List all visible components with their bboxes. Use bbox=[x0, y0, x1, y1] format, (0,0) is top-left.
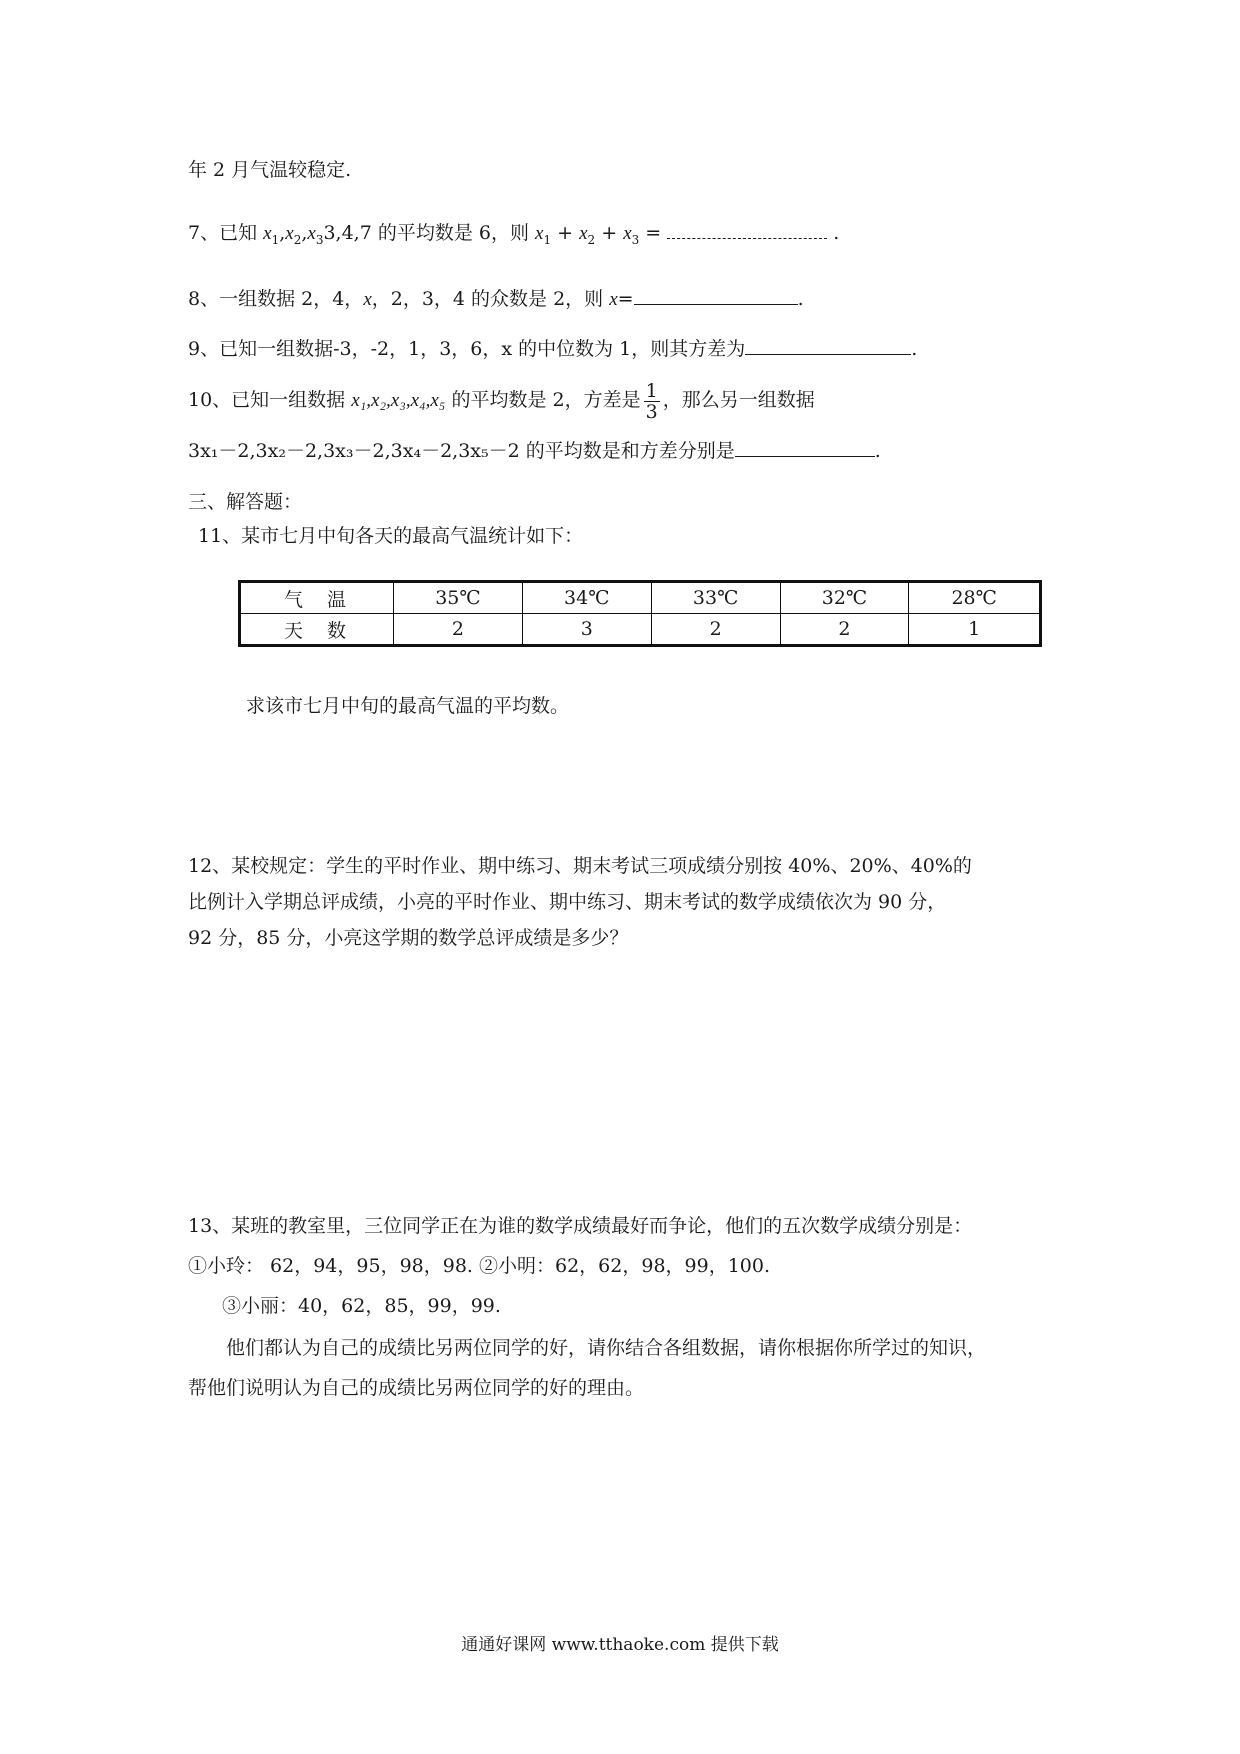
q7-var: x bbox=[307, 223, 316, 244]
q7-prefix: 7、已知 bbox=[188, 222, 264, 244]
table-cell: 2 bbox=[780, 614, 909, 646]
table-cell: 1 bbox=[909, 614, 1041, 646]
q8-end: . bbox=[797, 288, 804, 310]
table-cell: 33℃ bbox=[651, 582, 780, 614]
q8-eq: = bbox=[617, 288, 634, 310]
answer-blank bbox=[667, 218, 827, 239]
question-9 bbox=[188, 334, 917, 363]
q7-sub: 2 bbox=[293, 232, 302, 247]
q7-end: . bbox=[827, 222, 840, 244]
q9-end: . bbox=[911, 338, 918, 360]
table-cell: 28℃ bbox=[909, 582, 1041, 614]
table-cell: 3 bbox=[522, 614, 651, 646]
q7-sub: 3 bbox=[315, 232, 324, 247]
q8-middle: ，2，3，4 的众数是 2，则 bbox=[371, 288, 610, 310]
answer-blank bbox=[735, 436, 875, 457]
q9-text: 9、已知一组数据-3，-2，1，3，6，x 的中位数为 1，则其方差为 bbox=[188, 338, 746, 360]
q10-tail: ，那么另一组数据 bbox=[662, 389, 815, 411]
question-8 bbox=[188, 284, 804, 314]
q8-var: x bbox=[363, 289, 372, 310]
q7-sub: 2 bbox=[587, 232, 596, 247]
q10-vars: x₁,x₂,x₃,x₄,x₅ bbox=[351, 390, 446, 411]
question-12-line1: 12、某校规定：学生的平时作业、期中练习、期末考试三项成绩分别按 40%、20%、40%的 bbox=[188, 855, 972, 877]
q7-tail: 3,4,7 的平均数是 6，则 bbox=[323, 222, 536, 244]
table-row bbox=[240, 614, 1041, 646]
table-cell: 2 bbox=[651, 614, 780, 646]
q7-var: x bbox=[579, 223, 588, 244]
question-13-line5: 帮他们说明认为自己的成绩比另两位同学的好的理由。 bbox=[188, 1377, 645, 1399]
answer-blank bbox=[745, 334, 911, 355]
row-label: 气温 bbox=[240, 582, 394, 614]
table-cell: 34℃ bbox=[522, 582, 651, 614]
q8-var: x bbox=[609, 289, 618, 310]
table-cell: 32℃ bbox=[780, 582, 909, 614]
question-13-line1: 13、某班的教室里，三位同学正在为谁的数学成绩最好而争论，他们的五次数学成绩分别是： bbox=[188, 1215, 973, 1237]
temperature-table bbox=[238, 580, 1042, 647]
continued-line: 年 2 月气温较稳定. bbox=[188, 159, 352, 181]
question-10-line1 bbox=[188, 378, 815, 423]
table-row bbox=[240, 582, 1041, 614]
question-13-line3: ③小丽：40，62，85，99，99. bbox=[222, 1295, 501, 1317]
table-cell: 35℃ bbox=[394, 582, 523, 614]
q7-var: x bbox=[623, 223, 632, 244]
question-13-line4: 他们都认为自己的成绩比另两位同学的好，请你结合各组数据，请你根据你所学过的知识， bbox=[226, 1337, 987, 1359]
question-11: 11、某市七月中旬各天的最高气温统计如下： bbox=[198, 525, 584, 547]
q7-var: x bbox=[285, 223, 294, 244]
question-10-line2 bbox=[188, 436, 881, 465]
table-cell: 2 bbox=[394, 614, 523, 646]
question-7: 7、已知 $x_1,x_2,x_33,4,7$ 的平均数是 6，则 $x_1 + x_2 + x_3$ = . bbox=[188, 218, 839, 254]
q10-prefix: 10、已知一组数据 bbox=[188, 389, 352, 411]
question-13-line2: ①小玲： 62，94，95，98，98. ②小明：62，62，98，99，100. bbox=[188, 1255, 771, 1277]
question-12-line3: 92 分，85 分，小亮这学期的数学总评成绩是多少？ bbox=[188, 927, 629, 949]
answer-blank bbox=[634, 284, 798, 305]
fraction-denominator: 3 bbox=[645, 400, 658, 423]
section-heading: 三、解答题： bbox=[188, 491, 303, 513]
question-11-ask: 求该市七月中旬的最高气温的平均数。 bbox=[246, 695, 570, 717]
q7-sub: 3 bbox=[631, 232, 640, 247]
fraction bbox=[644, 381, 660, 422]
q10-middle: 的平均数是 2，方差是 bbox=[445, 389, 641, 411]
q8-prefix: 8、一组数据 2，4， bbox=[188, 288, 364, 310]
q7-sub: 1 bbox=[271, 232, 280, 247]
row-label: 天数 bbox=[240, 614, 394, 646]
q7-var: x bbox=[535, 223, 544, 244]
question-12-line2: 比例计入学期总评成绩，小亮的平时作业、期中练习、期末考试的数学成绩依次为 90 分， bbox=[188, 891, 947, 913]
fraction-numerator: 1 bbox=[645, 379, 658, 402]
page-footer: 通通好课网 www.tthaoke.com 提供下载 bbox=[461, 1635, 779, 1655]
q10-end: . bbox=[874, 440, 881, 462]
q10-line2: 3x₁－2,3x₂－2,3x₃－2,3x₄－2,3x₅－2 的平均数是和方差分别是 bbox=[188, 440, 735, 462]
q7-sub: 1 bbox=[543, 232, 552, 247]
q7-var: x bbox=[263, 223, 272, 244]
